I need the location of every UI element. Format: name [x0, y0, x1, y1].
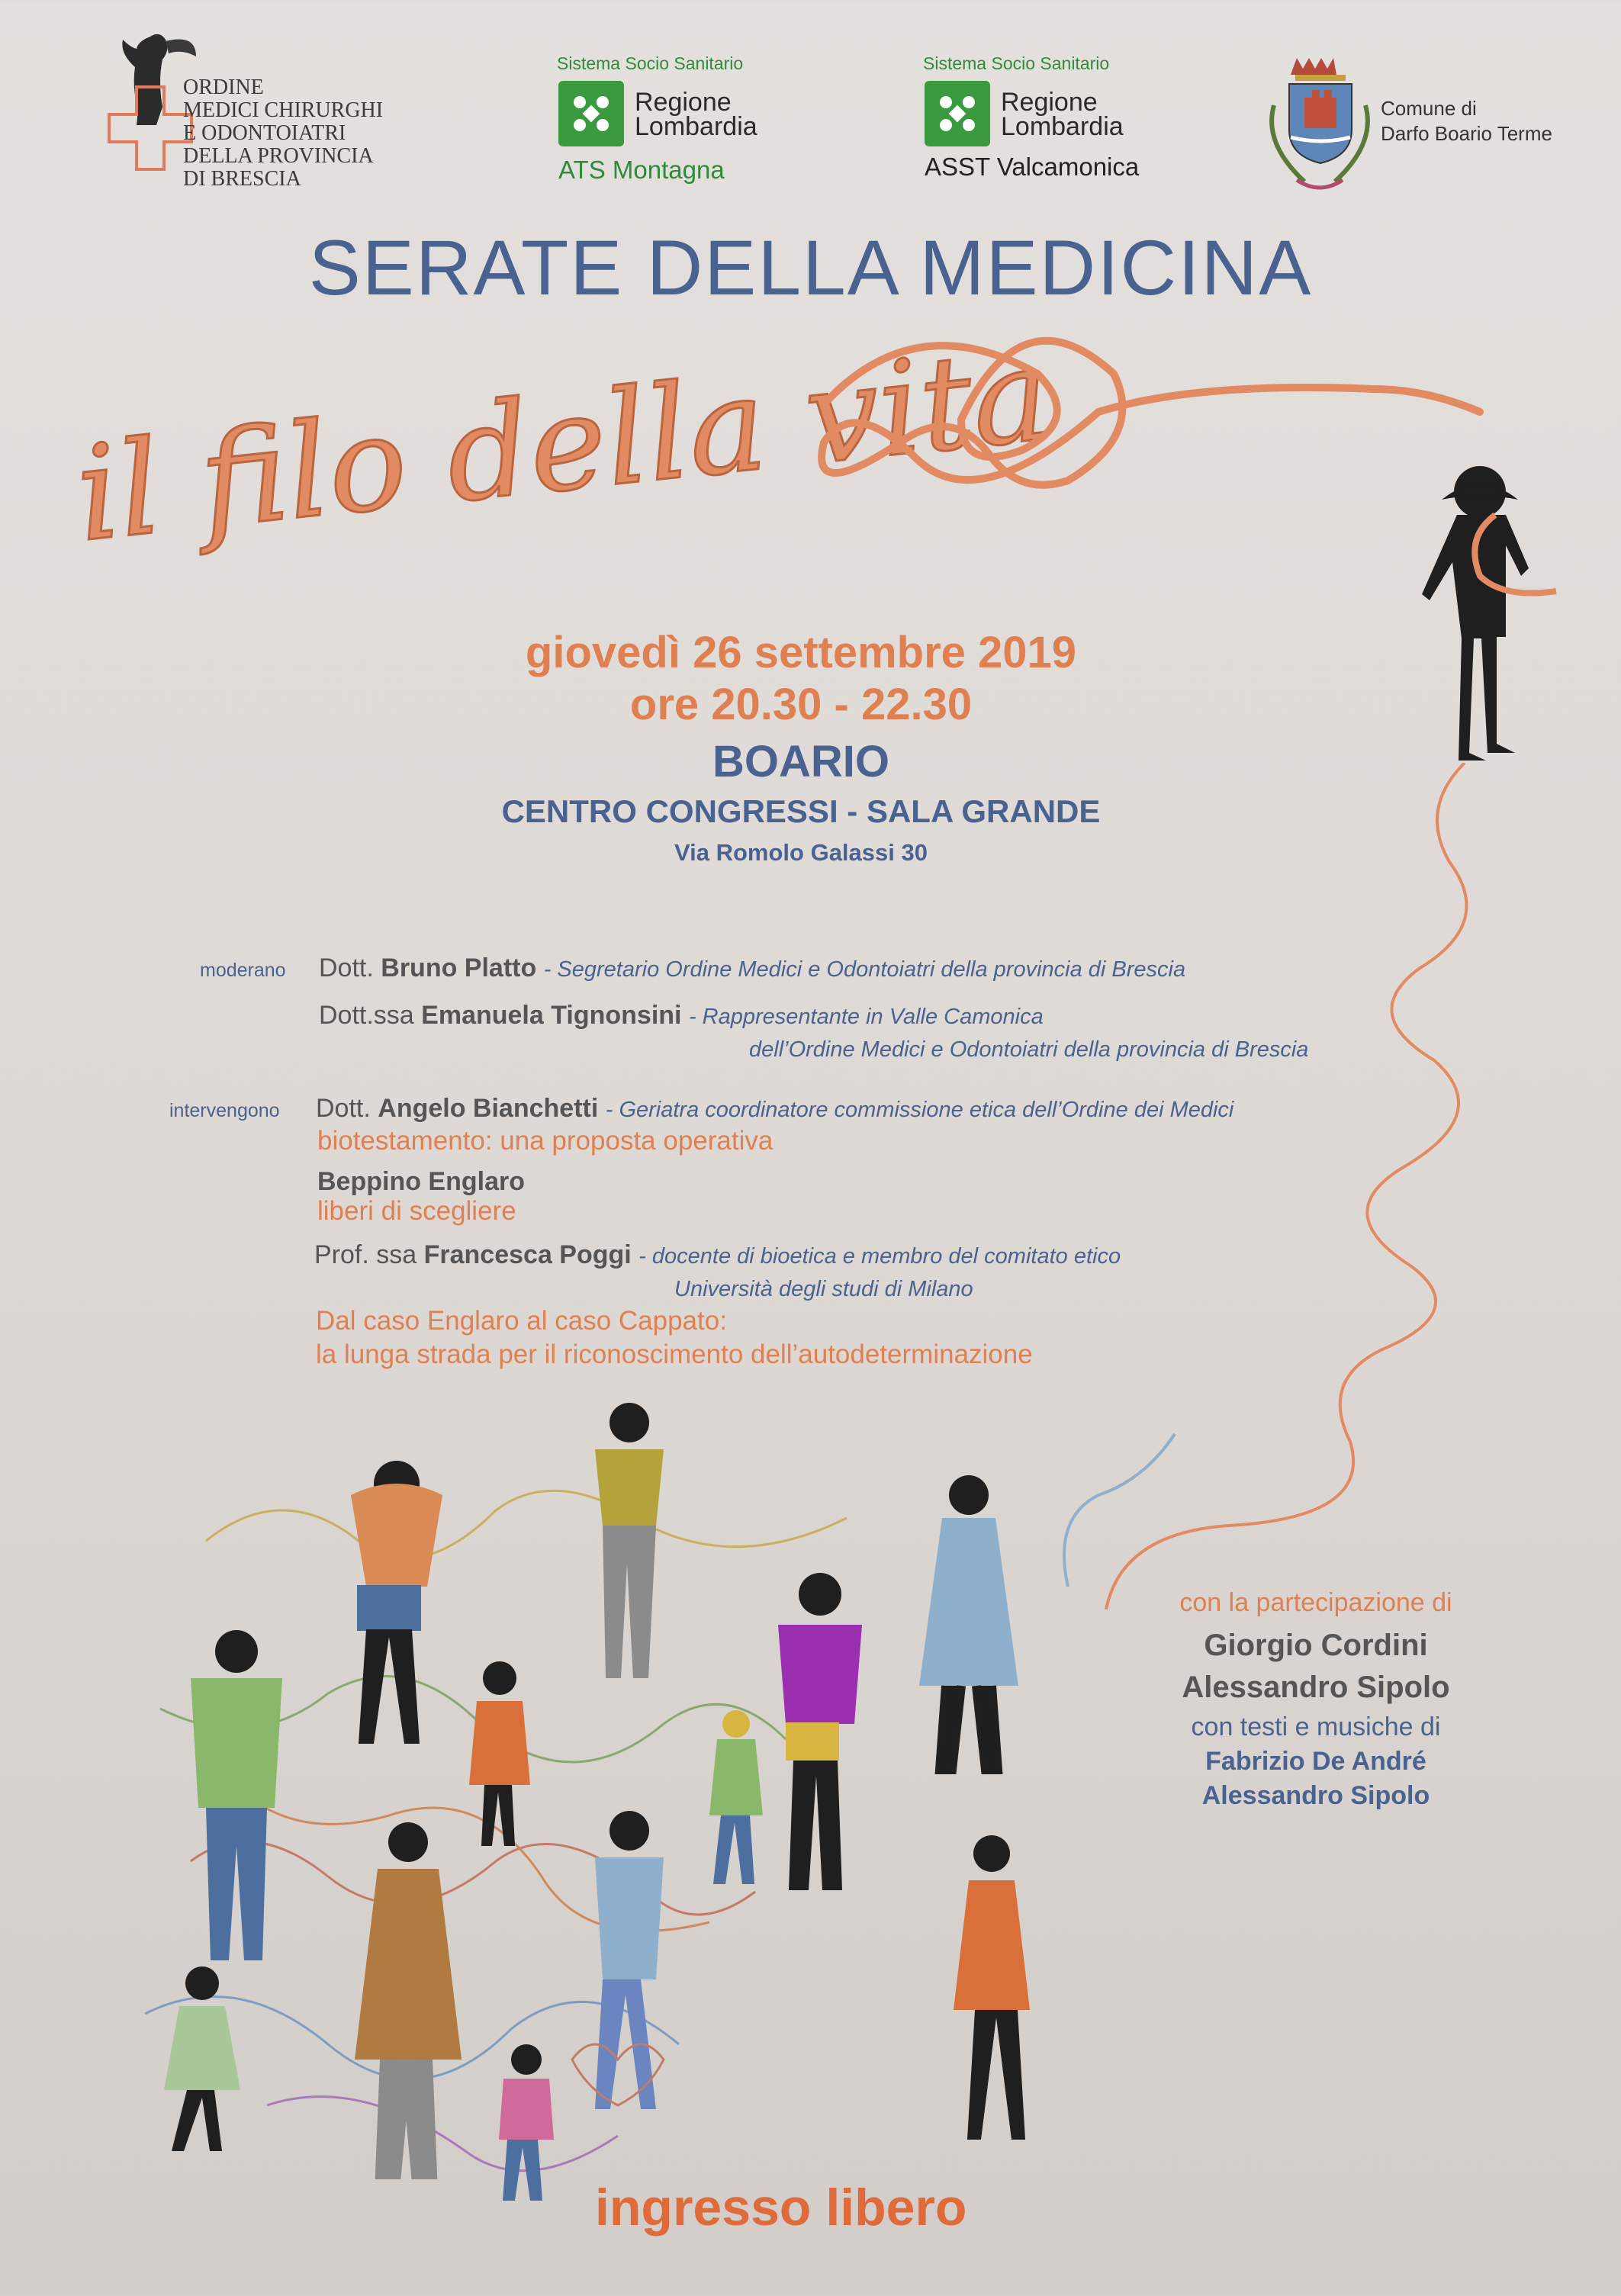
ats-montagna-logo [557, 52, 809, 189]
asst-region-name [1001, 90, 1124, 139]
ats-montagna-label: ATS Montagna [558, 156, 725, 184]
life-thread [1053, 763, 1526, 1617]
event-place: BOARIO [712, 737, 889, 786]
poggi-name: Francesca Poggi [423, 1240, 632, 1269]
poggi-prefix: Prof. ssa [314, 1240, 417, 1269]
author-de-andre: Fabrizio De André [1205, 1747, 1426, 1776]
darfo-line2: Darfo Boario Terme [1381, 122, 1552, 145]
ordine-medici-name [183, 76, 383, 191]
ordine-line-4: DELLA PROVINCIA [183, 144, 374, 168]
bianchetti-prefix: Dott. [316, 1094, 371, 1123]
moderator-platto [319, 953, 1185, 983]
poggi-role-1: - docente di bioetica e membro del comitato etico [638, 1244, 1121, 1269]
bianchetti-name: Angelo Bianchetti [378, 1094, 599, 1123]
figure-man-green [191, 1630, 282, 1960]
texts-music-label: con testi e musiche di [1191, 1712, 1441, 1741]
ordine-line-2: MEDICI CHIRURGHI [183, 98, 384, 122]
intervengono-label: intervengono [169, 1100, 280, 1121]
ordine-line-5: DI BRESCIA [183, 167, 301, 191]
darfo-municipality-name [1381, 96, 1552, 146]
figure-toddler-pink [499, 2044, 554, 2201]
figure-child-green [709, 1710, 763, 1884]
figure-woman-light-blue [595, 1811, 664, 2109]
tignonsini-role-1: - Rappresentante in Valle Camonica [688, 1005, 1044, 1029]
event-address: Via Romolo Galassi 30 [674, 839, 928, 866]
bianchetti-role: - Geriatra coordinatore commissione etica dell’Ordine dei Medici [605, 1098, 1234, 1122]
platto-prefix: Dott. [319, 953, 374, 982]
ats-region-line1: Regione [635, 88, 732, 117]
ats-region-line2: Lombardia [635, 112, 757, 141]
asst-system-label: Sistema Socio Sanitario [923, 53, 1110, 73]
bianchetti-talk: biotestamento: una proposta operativa [317, 1126, 774, 1156]
participation-heading: con la partecipazione di [1179, 1588, 1452, 1617]
regione-lombardia-icon [558, 81, 624, 146]
event-hall: CENTRO CONGRESSI - SALA GRANDE [501, 793, 1101, 829]
poggi-talk-2: la lunga strada per il riconoscimento dell’autodeterminazione [316, 1339, 1033, 1369]
poggi-talk-1: Dal caso Englaro al caso Cappato: [316, 1306, 727, 1336]
figure-little-girl-green [164, 1966, 240, 2151]
event-date: giovedì 26 settembre 2019 [525, 628, 1077, 677]
speaker-bianchetti [316, 1094, 1233, 1124]
regione-lombardia-icon [925, 81, 990, 146]
participant-sipolo: Alessandro Sipolo [1182, 1671, 1450, 1704]
speaker-poggi [314, 1240, 1121, 1270]
figure-man-purple [778, 1573, 862, 1890]
asst-valcamonica-label: ASST Valcamonica [925, 153, 1140, 181]
ordine-line-1: ORDINE [183, 76, 264, 99]
darfo-line1: Comune di [1381, 97, 1477, 120]
ordine-line-3: E ODONTOIATRI [183, 121, 346, 145]
tignonsini-role-2: dell’Ordine Medici e Odontoiatri della provincia di Brescia [749, 1037, 1309, 1062]
englaro-talk: liberi di scegliere [317, 1196, 516, 1226]
figure-man-yellow [595, 1403, 664, 1678]
coat-of-arms-icon [1259, 52, 1381, 204]
ats-system-label: Sistema Socio Sanitario [557, 53, 744, 73]
event-time: ore 20.30 - 22.30 [629, 680, 973, 729]
figure-woman-orange-dress [954, 1835, 1030, 2140]
figure-woman-blue-dress [919, 1475, 1018, 1770]
tignonsini-prefix: Dott.ssa [319, 1001, 414, 1030]
speaker-englaro [317, 1167, 525, 1197]
asst-region-line2: Lombardia [1001, 112, 1124, 141]
author-sipolo: Alessandro Sipolo [1201, 1781, 1430, 1810]
figure-woman-brown-dress [355, 1822, 462, 2174]
main-title: SERATE DELLA MEDICINA [308, 224, 1313, 311]
tignonsini-name: Emanuela Tignonsini [421, 1001, 682, 1030]
moderator-tignonsini [319, 1001, 1044, 1031]
asst-region-line1: Regione [1001, 88, 1098, 117]
platto-name: Bruno Platto [381, 953, 537, 982]
people-threads-illustration [114, 1388, 1091, 2227]
platto-role: - Segretario Ordine Medici e Odontoiatri della provincia di Brescia [543, 957, 1186, 982]
asst-valcamonica-logo [923, 52, 1182, 189]
moderano-label: moderano [200, 960, 286, 981]
participant-cordini: Giorgio Cordini [1204, 1629, 1428, 1662]
englaro-name: Beppino Englaro [317, 1167, 525, 1196]
ats-region-name [635, 90, 757, 139]
poggi-role-2: Università degli studi di Milano [674, 1277, 973, 1301]
script-title: il filo della vita [69, 318, 1057, 571]
figure-man-orange [351, 1461, 442, 1744]
free-entry-label: ingresso libero [595, 2179, 967, 2237]
